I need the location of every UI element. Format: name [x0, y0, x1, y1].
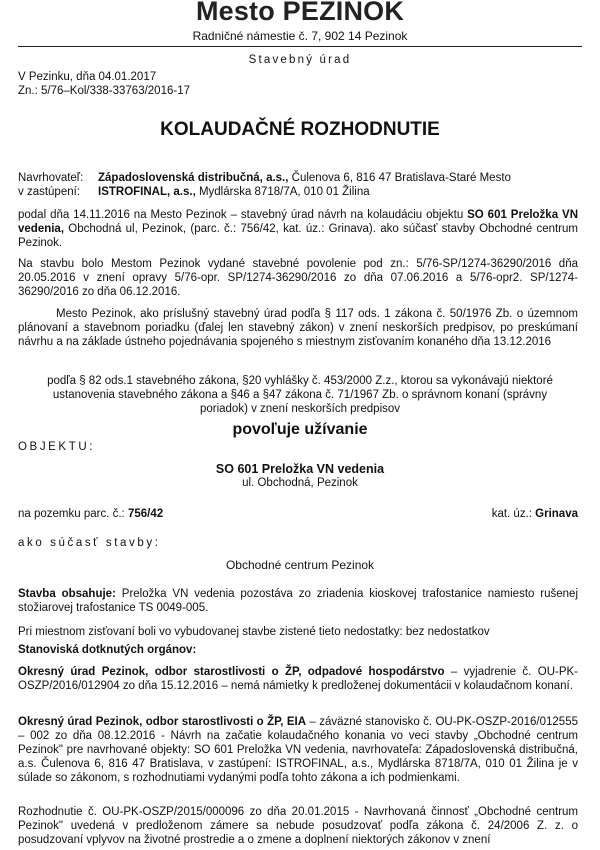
representative-label: v zastúpení:: [18, 186, 81, 198]
opinion-eia-text: – záväzné stanovisko č. OU-PK-OSZP-2016/012555 – 002 zo dňa 08.12.2016 - Návrh na začatie kolaudačného konania vo veci stavby „Obchodné centrum Pezinok" pre navrhované objekty: SO 601 Preložka VN vedenia, navrhovateľa: Západoslovenská distribučná, a.s. Čulenova 6, 816 47 Bratislava, v zastúpení: ISTROFINAL, a.s., Mydlárska 8718/7A, 010 01 Žilina je v súlade so zákonom, s rozhodnutiami vydanými podľa tohto zákona a ich podmienkami.: [18, 716, 578, 784]
document-title: KOLAUDAČNÉ ROZHODNUTIE: [160, 119, 440, 140]
cadastre-line: [492, 508, 578, 520]
header-divider: [18, 46, 582, 47]
object-name: SO 601 Preložka VN vedenia: [215, 462, 385, 476]
reference-number: Zn.: 5/76–Kol/338-33763/2016-17: [18, 85, 190, 97]
parties-block: [18, 171, 578, 199]
parcel-label: na pozemku parc. č.:: [18, 508, 128, 520]
construction-contents: [18, 587, 578, 615]
city-address: Radničné námestie č. 7, 902 14 Pezinok: [192, 29, 408, 43]
application-location: Obchodná ul, Pezinok, (parc. č.: 756/42, kat. úz.: Grinava). ako súčasť stavby Obchodné centrum Pezinok.: [18, 223, 578, 249]
contents-label: Stavba obsahuje:: [18, 588, 116, 600]
inspection-findings: Pri miestnom zisťovaní boli vo vybudovanej stavbe zistené tieto nedostatky: bez nedostatkov: [18, 626, 490, 638]
paragraph-legal-basis: podľa § 82 ods.1 stavebného zákona, §20 vyhlášky č. 453/2000 Z.z., ktorou sa vykonávajú niektoré ustanovenia stavebného zákona a §46 a §47 zákona č. 71/1967 Zb. o správnom konaní (správny poriadok) v znení neskorších predpisov: [47, 375, 553, 415]
representative-row: [18, 185, 578, 199]
applicant-row: [18, 171, 578, 185]
part-of-value: Obchodné centrum Pezinok: [225, 558, 375, 572]
cadastre-label: kat. úz.:: [491, 508, 536, 520]
opinion-waste: [18, 665, 578, 693]
application-object: SO 601 Preložka VN vedenia,: [18, 209, 578, 235]
opinions-heading: Stanoviská dotknutých orgánov:: [18, 644, 197, 656]
representative-name: ISTROFINAL, a.s.,: [98, 186, 196, 198]
application-text: podal dňa 14.11.2016 na Mesto Pezinok – stavebný úrad návrh na kolaudáciu objektu: [18, 209, 468, 221]
cadastre-value: Grinava: [535, 508, 578, 520]
representative-address: Mydlárska 8718/7A, 010 01 Žilina: [195, 186, 370, 198]
dateline: [18, 70, 190, 98]
opinion-eia: [18, 715, 578, 785]
applicant-address: Čulenova 6, 816 47 Bratislava-Staré Mesto: [288, 172, 511, 184]
issue-date: V Pezinku, dňa 04.01.2017: [18, 71, 157, 83]
paragraph-permit: Na stavbu bolo Mestom Pezinok vydané stavebné povolenie pod zn.: 5/76-SP/1274-36290/2016 dňa 20.05.2016 v znení opravy 5/76-opr. SP/1274-36290/2016 zo dňa 07.06.2016 a 5/76-opr2. SP/1274-36290/2016 zo dňa 06.12.2016.: [18, 258, 578, 298]
city-title: Mesto PEZINOK: [195, 0, 405, 26]
office-name: Stavebný úrad: [248, 54, 352, 66]
object-label: OBJEKTU:: [18, 441, 96, 453]
contents-text: Preložka VN vedenia pozostáva zo zriadenia kioskovej trafostanice namiesto rušenej stožiarovej trafostanice TS 0049-005.: [18, 588, 578, 614]
applicant-name: Západoslovenská distribučná, a.s.,: [98, 172, 289, 184]
object-location: ul. Obchodná, Pezinok: [242, 477, 358, 489]
parcel-line: [18, 508, 163, 520]
parcel-value: 756/42: [127, 508, 164, 520]
paragraph-authority: Mesto Pezinok, ako príslušný stavebný úrad podľa § 117 ods. 1 zákona č. 50/1976 Zb. o územnom plánovaní a stavebnom poriadku (ďalej len stavebný zákon) v znení neskorších predpisov, po preskúmaní návrhu a na základe ústneho pojednávania spojeného s miestnym zisťovaním konaného dňa 13.12.2016: [18, 308, 578, 348]
opinion-decision: Rozhodnutie č. OU-PK-OSZP/2015/000096 zo dňa 20.01.2015 - Navrhovaná činnosť „Obchodné centrum Pezinok" uvedená v predloženom zámere sa nebude posudzovať podľa zákona č. 24/2006 Z. z. o posudzovaní vplyvov na životné prostredie a o zmene a doplnení niektorých zákonov v znení: [18, 806, 578, 846]
decision-verb: povoľuje užívanie: [232, 421, 368, 438]
opinion-waste-authority: Okresný úrad Pezinok, odbor starostlivosti o ŽP, odpadové hospodárstvo: [18, 666, 445, 678]
part-of-label: ako súčasť stavby:: [18, 537, 161, 549]
paragraph-application: [18, 208, 578, 250]
opinion-waste-text: – vyjadrenie č. OU-PK-OSZP/2016/012904 zo dňa 15.12.2016 – nemá námietky k predloženej dokumentácii v kolaudačnom konaní.: [18, 666, 578, 692]
applicant-label: Navrhovateľ:: [18, 172, 84, 184]
opinion-eia-authority: Okresný úrad Pezinok, odbor starostlivosti o ŽP, EIA: [18, 716, 307, 728]
